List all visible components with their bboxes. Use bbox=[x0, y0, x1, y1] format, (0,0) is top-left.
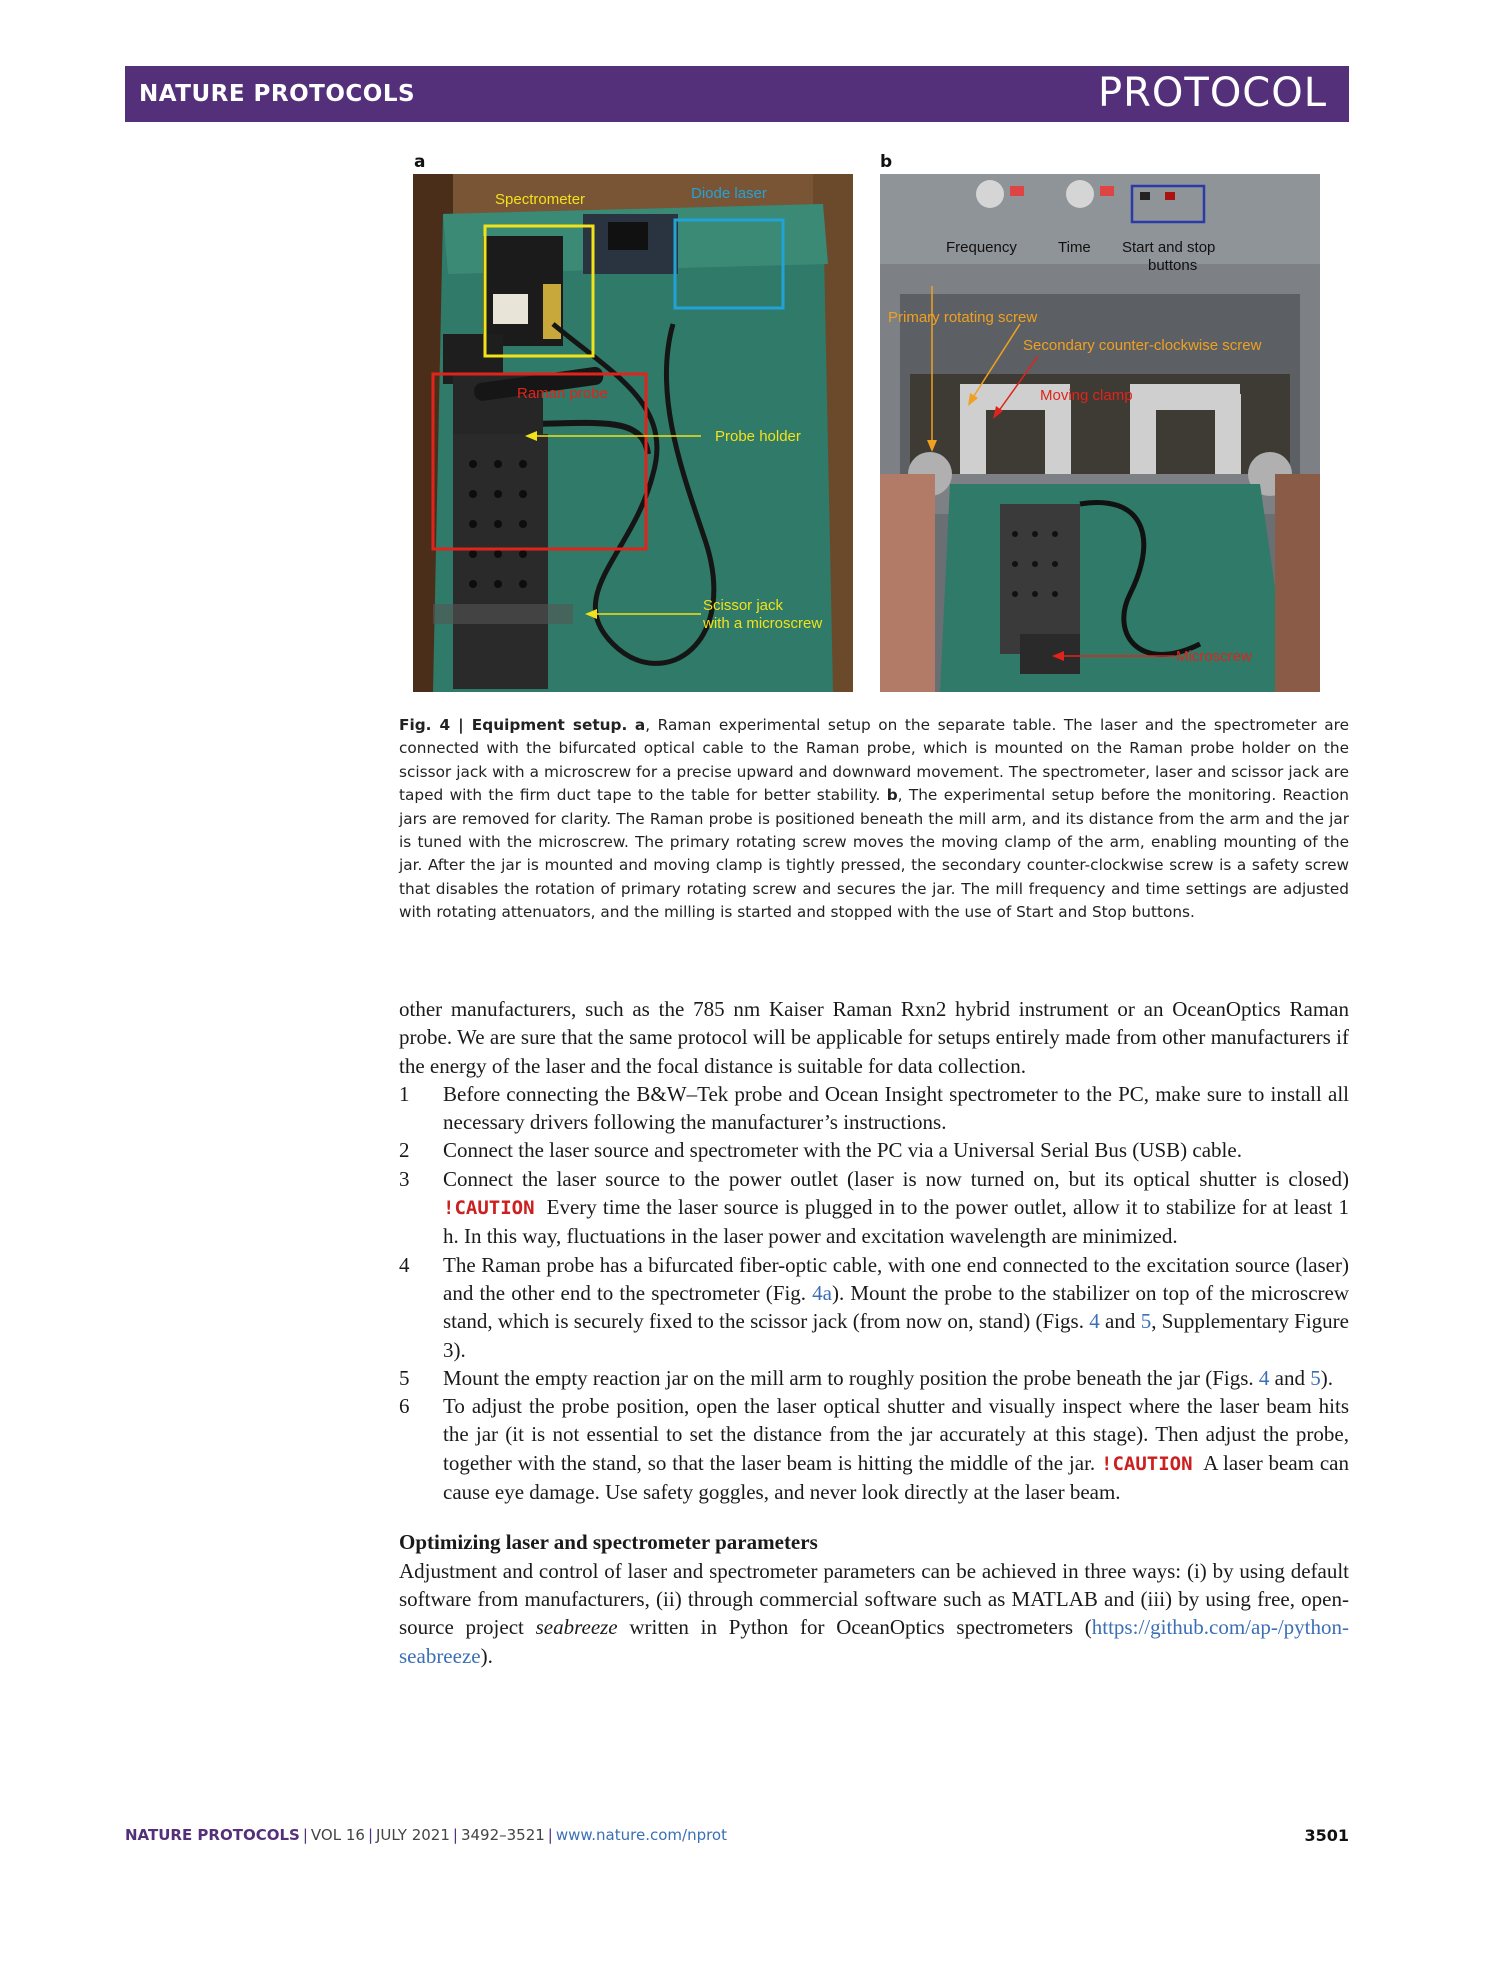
step-number: 4 bbox=[399, 1252, 410, 1277]
label-scissor-jack-line1: Scissor jack bbox=[703, 597, 784, 614]
page-footer: NATURE PROTOCOLS | VOL 16 | JULY 2021 | 3492–3521 | www.nature.com/nprot 3501 bbox=[125, 1826, 1349, 1845]
body-text bbox=[399, 995, 1349, 1670]
step-text-part: Connect the laser source to the power outlet (laser is now turned on, but its optical shutter is closed) bbox=[443, 1166, 1349, 1191]
step-text-part: ). bbox=[1320, 1365, 1333, 1390]
caution-label: !CAUTION bbox=[1101, 1452, 1193, 1475]
section-heading: Optimizing laser and spectrometer parameters bbox=[399, 1530, 818, 1555]
step-2 bbox=[399, 1136, 1349, 1164]
label-primary-rotating-screw: Primary rotating screw bbox=[888, 309, 1038, 326]
step-text-part: and bbox=[1269, 1365, 1311, 1390]
footer-url-link[interactable]: www.nature.com/nprot bbox=[555, 1826, 727, 1844]
label-moving-clamp: Moving clamp bbox=[1040, 387, 1133, 404]
step-6 bbox=[399, 1392, 1349, 1506]
footer-date: JULY 2021 bbox=[376, 1826, 450, 1844]
figure-ref-link[interactable]: 5 bbox=[1310, 1365, 1321, 1390]
journal-header-bar bbox=[125, 66, 1349, 122]
step-text-part: A laser beam can cause eye damage. Use safety goggles, and never look directly at the laser beam. bbox=[443, 1450, 1349, 1505]
step-text bbox=[443, 1364, 1349, 1392]
figure-label: Fig. 4 | Equipment setup. bbox=[399, 716, 628, 734]
intro-paragraph: other manufacturers, such as the 785 nm Kaiser Raman Rxn2 hybrid instrument or an OceanOptics Raman probe. We are sure that the same protocol will be applicable for setups entirely made from other manufacturers if the energy of the laser and the focal distance is suitable for data collection. bbox=[399, 997, 1349, 1078]
figure-ref-link[interactable]: 4 bbox=[1258, 1365, 1270, 1390]
step-text-part: Mount the empty reaction jar on the mill arm to roughly position the probe beneath the jar (Figs. bbox=[443, 1365, 1259, 1390]
step-5 bbox=[399, 1364, 1349, 1392]
step-text: Connect the laser source and spectrometer with the PC via a Universal Serial Bus (USB) cable. bbox=[443, 1138, 1242, 1163]
step-text-part: The Raman probe has a bifurcated fiber-optic cable, with one end connected to the excitation source (laser) and the other end to the spectrometer (Fig. bbox=[443, 1252, 1349, 1305]
footer-pages: 3492–3521 bbox=[460, 1826, 545, 1844]
paragraph-part: ). bbox=[480, 1643, 493, 1668]
figure-ref-link[interactable]: 4 bbox=[1089, 1309, 1100, 1334]
journal-title: NATURE PROTOCOLS bbox=[139, 81, 416, 107]
page-number: 3501 bbox=[1304, 1826, 1349, 1845]
label-start-stop-line1: Start and stop bbox=[1122, 239, 1216, 256]
figure-ref-link[interactable]: 5 bbox=[1140, 1309, 1152, 1334]
figure-caption bbox=[399, 714, 1349, 925]
label-start-stop-line2: buttons bbox=[1148, 257, 1198, 274]
panel-a-photo bbox=[413, 174, 853, 692]
label-raman-probe: Raman probe bbox=[517, 385, 608, 402]
panel-b-letter: b bbox=[880, 152, 893, 172]
footer-journal: NATURE PROTOCOLS bbox=[125, 1826, 300, 1844]
step-number: 6 bbox=[399, 1394, 410, 1419]
step-number: 5 bbox=[399, 1365, 410, 1390]
step-text-part: and bbox=[1099, 1309, 1141, 1334]
step-4 bbox=[399, 1251, 1349, 1364]
label-scissor-jack-line2: with a microscrew bbox=[703, 615, 823, 632]
step-text bbox=[443, 1251, 1349, 1364]
caption-b-text: , The experimental setup before the monitoring. Reaction jars are removed for clarity. The Raman probe is positioned beneath the mill arm, and its distance from the arm and the jar is tuned with the microscrew. The primary rotating screw moves the moving clamp of the arm, enabling mounting of the jar. After the jar is mounted and moving clamp is tightly pressed, the secondary counter-clockwise screw is a safety screw that disables the rotation of primary rotating screw and secures the jar. The mill frequency and time settings are adjusted with rotating attenuators, and the milling is started and stopped with the use of Start and Stop buttons. bbox=[399, 786, 1349, 922]
caption-a-text: , Raman experimental setup on the separate table. The laser and the spectrometer are connected with the bifurcated optical cable to the Raman probe, which is mounted on the Raman probe holder on the scissor jack with a microscrew for a precise upward and downward movement. The spectrometer, laser and scissor jack are taped with the firm duct tape to the table for better stability. bbox=[399, 716, 1349, 805]
caution-label: !CAUTION bbox=[443, 1197, 535, 1220]
label-probe-holder: Probe holder bbox=[715, 428, 801, 445]
step-text bbox=[443, 1392, 1349, 1506]
label-spectrometer: Spectrometer bbox=[495, 191, 586, 208]
caption-a-letter: a bbox=[634, 716, 646, 734]
step-number: 3 bbox=[399, 1166, 410, 1191]
step-text-part: To adjust the probe position, open the laser optical shutter and visually inspect where the laser beam hits the jar (it is not essential to set the distance from the jar accurately at this stage). Then adjust the probe, together with the stand, so that the laser beam is hitting the middle of the jar. bbox=[443, 1394, 1349, 1475]
label-microscrew: Microscrew bbox=[1176, 648, 1252, 665]
step-text bbox=[443, 1165, 1349, 1251]
step-text-part: Every time the laser source is plugged in to the power outlet, allow it to stabilize for at least 1 h. In this way, fluctuations in the laser power and excitation wavelength are minimized. bbox=[443, 1195, 1349, 1249]
label-secondary-screw: Secondary counter-clockwise screw bbox=[1023, 337, 1262, 354]
step-number: 1 bbox=[399, 1081, 410, 1106]
procedure-steps bbox=[399, 1080, 1349, 1506]
software-name: seabreeze bbox=[535, 1615, 618, 1640]
section-paragraph bbox=[399, 1557, 1349, 1670]
paragraph-part: Adjustment and control of laser and spectrometer parameters can be achieved in three ways: (i) by using default software from manufacturers, (ii) through commercial software such as MATLAB and (iii) by using free, open-source project bbox=[399, 1558, 1349, 1640]
panel-b-photo bbox=[880, 174, 1320, 692]
step-text-part: , Supplementary Figure 3). bbox=[443, 1309, 1349, 1362]
caption-b-letter: b bbox=[886, 786, 898, 805]
step-3 bbox=[399, 1165, 1349, 1251]
step-text-part: ). Mount the probe to the stabilizer on top of the microscrew stand, which is securely fixed to the scissor jack (from now on, stand) (Figs. bbox=[443, 1280, 1349, 1334]
step-number: 2 bbox=[399, 1138, 410, 1163]
article-type: PROTOCOL bbox=[1097, 70, 1327, 116]
step-text: Before connecting the B&W–Tek probe and Ocean Insight spectrometer to the PC, make sure to install all necessary drivers following the manufacturer’s instructions. bbox=[443, 1081, 1349, 1135]
panel-a-letter: a bbox=[414, 152, 426, 172]
seabreeze-url-link[interactable]: https://github.com/ap-/python-seabreeze bbox=[399, 1615, 1349, 1668]
paragraph-part: written in Python for OceanOptics spectrometers ( bbox=[617, 1615, 1092, 1640]
label-diode-laser: Diode laser bbox=[691, 185, 767, 202]
figure-ref-link[interactable]: 4a bbox=[812, 1280, 832, 1305]
footer-volume: VOL 16 bbox=[310, 1826, 365, 1844]
step-1 bbox=[399, 1080, 1349, 1137]
label-frequency: Frequency bbox=[946, 239, 1017, 256]
label-time: Time bbox=[1058, 239, 1091, 256]
